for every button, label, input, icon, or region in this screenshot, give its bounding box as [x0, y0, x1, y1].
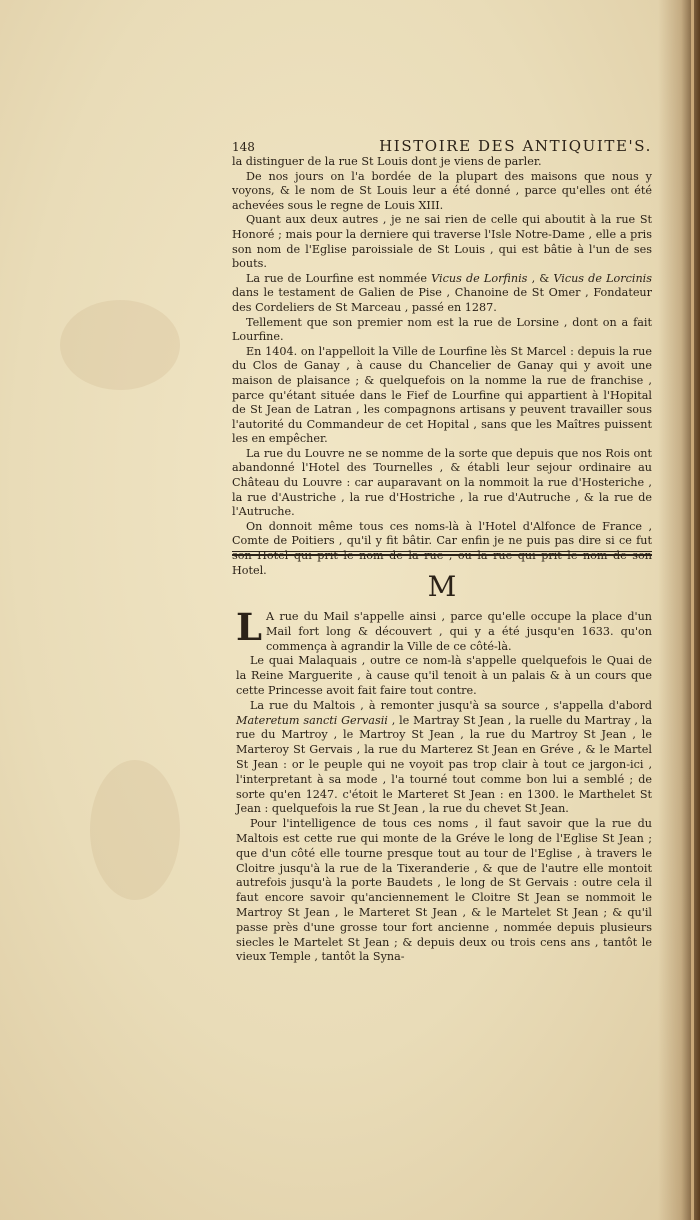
paragraph-text: dans le testament de Galien de Pise , Chanoine de St Omer , Fondateur des Cordeliers de St Marceau , passé en 1287. — [232, 286, 652, 314]
paper-stain — [60, 300, 180, 390]
paragraph-first-text: A rue du Mail s'appelle ainsi , parce qu'elle occupe la place d'un Mail fort long & découvert , qui y a été jusqu'en 1633. qu'on commença à agrandir la Ville de ce côté-là. — [266, 610, 652, 653]
paragraph — [232, 170, 652, 214]
latin-term: Materetum sancti Gervasii — [236, 713, 388, 727]
paragraph-text: la distinguer de la rue St Louis dont je viens de parler. — [232, 155, 542, 168]
paragraph — [236, 817, 652, 965]
drop-cap: L — [236, 605, 263, 649]
paragraph-text: Quant aux deux autres , je ne sai rien de celle qui aboutit à la rue St Honoré ; mais pour la derniere qui traverse l'Isle Notre-Dame , elle a pris son nom de l'Eglise paroissiale de St Louis , qui est bâtie à l'un de ses bouts. — [232, 213, 652, 271]
divider-thick — [232, 554, 652, 556]
paragraph-text: De nos jours on l'a bordée de la plupart des maisons que nous y voyons, & le nom de St Louis leur a été donné , parce qu'elles ont été achevées sous le regne de Louis XIII. — [232, 169, 652, 212]
running-header — [232, 138, 652, 155]
paragraph-text: En 1404. on l'appelloit la Ville de Lourfine lès St Marcel : depuis la rue du Clos de Ganay , à cause du Chancelier de Ganay qui y avoit une maison de plaisance ; & quelquefois on la nomme la rue de franchise , parce qu'étant située dans le Fief de Lourfine qui appartient à l'Hopital de St Jean de Latran , les compagnons artisans y peuvent travailler sous l'autorité du Commandeur de cet Hopital , sans que les Maîtres puissent les en empêcher. — [232, 344, 652, 446]
paragraph — [232, 272, 652, 316]
paragraph-text: , & — [531, 271, 550, 285]
paragraph-text: On donnoit même tous ces noms-là à l'Hotel d'Alfonce de France , Comte de Poitiers , qu'il y fit bâtir. Car enfin je ne puis pas dire si ce fut Hotel. — [232, 519, 652, 577]
paragraph-first — [236, 605, 652, 654]
paragraph-text: Le quai Malaquais , outre ce nom-là s'appelle quelquefois le Quai de la Reine Marguerite , à cause qu'il tenoit à un palais & à un cours que cette Princesse avoit fait faire tout contre. — [236, 654, 652, 697]
paragraph-text: La rue du Maltois , à remonter jusqu'à sa source , s'appella d'abord — [250, 698, 652, 712]
section-2-body — [236, 654, 652, 965]
paragraph — [232, 213, 652, 271]
latin-term: Vicus de Lorcinis — [553, 271, 652, 285]
paragraph — [232, 345, 652, 447]
paragraph-text: Pour l'intelligence de tous ces noms , il faut savoir que la rue du Maltois est cette rue qui monte de la Gréve le long de l'Eglise St Jean ; que d'un côté elle tourne presque tout au tour de l'Eglise , à travers le Cloitre jusqu'à la rue de la Tixeranderie , & que de l'autre elle montoit autrefois jusqu'à la porte Baudets , le long de St Gervais : outre cela il faut encore savoir qu'anciennement le Cloitre St Jean se nommoit le Martroy St Jean , le Marteret St Jean , & le Martelet St Jean ; & qu'il passe près d'une grosse tour fort ancienne , nommée depuis plusieurs siecles le Martelet St Jean ; & depuis deux ou trois cens ans , tantôt le vieux Temple , tantôt la Syna- — [236, 817, 652, 964]
paragraph — [236, 699, 652, 817]
divider-thin — [232, 551, 652, 552]
text-block-bottom — [236, 605, 652, 965]
paragraph — [232, 316, 652, 345]
latin-term: Vicus de Lorfinis — [431, 271, 528, 285]
paragraph-text: Tellement que son premier nom est la rue de Lorsine , dont on a fait Lourfine. — [232, 315, 652, 344]
paragraph-text: La rue du Louvre ne se nomme de la sorte que depuis que nos Rois ont abandonné l'Hotel des Tournelles , & établi leur sejour ordinaire au Château du Louvre : car auparavant on la nommoit la rue d'Hosteriche , la rue d'Austriche , la rue d'Hostriche , la rue d'Autruche , & la rue de l'Autruche. — [232, 446, 652, 519]
page-number: 148 — [232, 140, 255, 154]
paragraph — [236, 654, 652, 698]
paragraph-text: La rue de Lourfine est nommée — [246, 271, 428, 285]
paper-stain — [90, 760, 180, 900]
paragraph — [232, 447, 652, 520]
text-block-top — [232, 138, 652, 578]
paragraph — [232, 155, 652, 170]
section-1-body — [232, 155, 652, 578]
running-title: HISTOIRE DES ANTIQUITE'S. — [379, 137, 652, 155]
page-edge-stripe — [691, 0, 694, 1220]
paragraph-text: , le Martray St Jean , la ruelle du Martray , la rue du Martroy , le Martroy St Jean , la rue du Martroy St Jean , le Marteroy St Gervais , la rue du Marterez St Jean en Gréve , & le Martel St Jean : or le peuple qui ne voyoit pas trop clair à tout ce jargon-ici , l'interpretant à sa mode , l'a tourné tout comme bon lui a semblé ; de sorte qu'en 1247. c'étoit le Marteret St Jean : en 1300. le Marthelet St Jean : quelquefois la rue St Jean , la rue du chevet St Jean. — [236, 713, 652, 816]
section-letter: M — [427, 570, 457, 603]
